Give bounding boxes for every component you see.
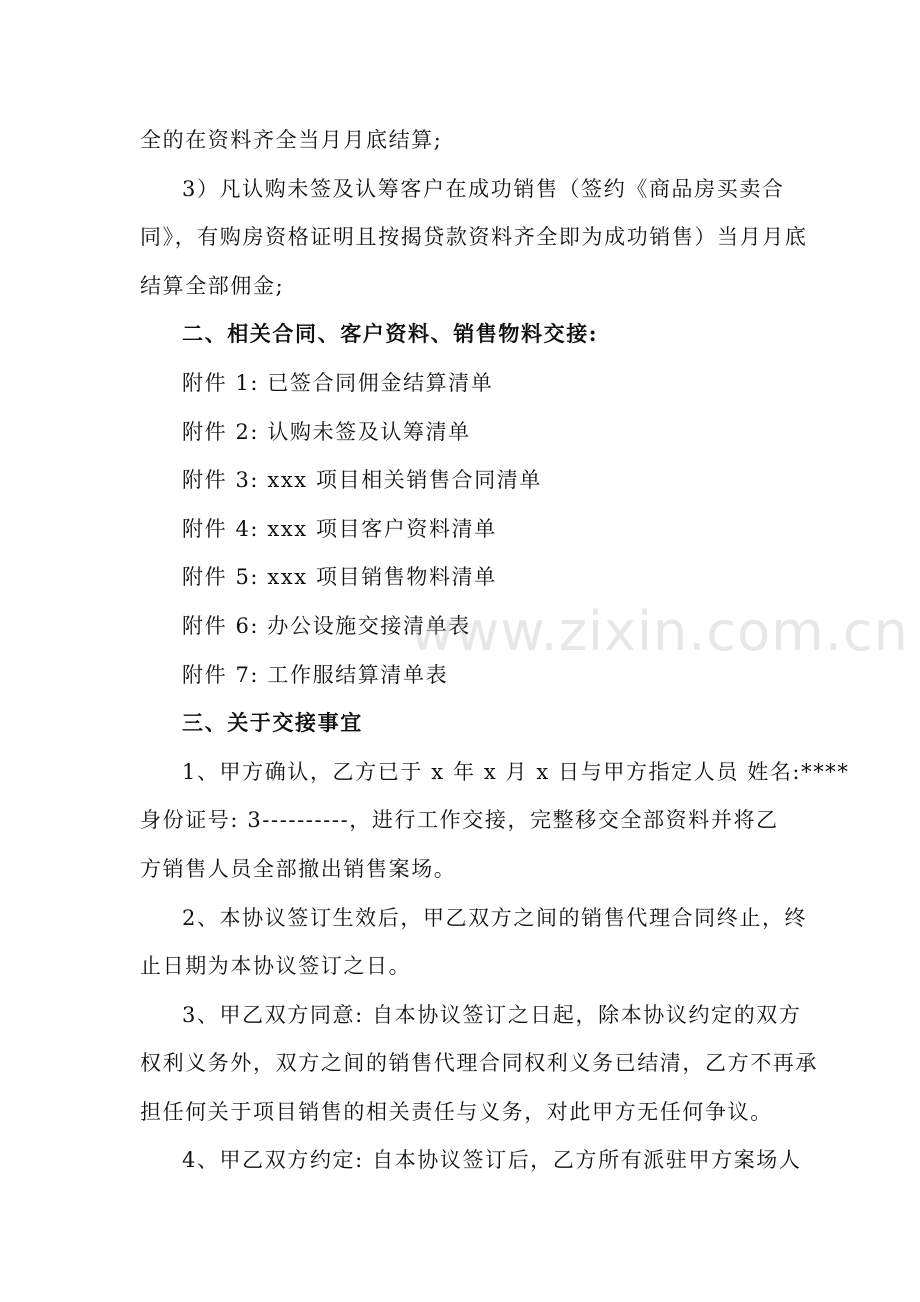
clause-3-line-1: 3、甲乙双方同意: 自本协议签订之日起，除本协议约定的双方 — [182, 1002, 802, 1027]
text-line-3: 同》，有购房资格证明且按揭贷款资料齐全即为成功销售）当月月底 — [140, 225, 808, 250]
attachment-6: 附件 6: 办公设施交接清单表 — [182, 613, 471, 638]
clause-1-line-3: 方销售人员全部撤出销售案场。 — [140, 856, 457, 881]
attachment-7: 附件 7: 工作服结算清单表 — [182, 662, 449, 687]
clause-3-line-2: 权利义务外，双方之间的销售代理合同权利义务已结清，乙方不再承 — [140, 1051, 818, 1076]
section-heading-2: 二、相关合同、客户资料、销售物料交接: — [182, 321, 599, 347]
watermark-text: www.zixin.com.cn — [410, 600, 909, 663]
clause-3-line-3: 担任何关于项目销售的相关责任与义务，对此甲方无任何争议。 — [140, 1099, 773, 1124]
attachment-3: 附件 3: xxx 项目相关销售合同清单 — [182, 468, 542, 493]
clause-1-line-1: 1、甲方确认，乙方已于 x 年 x 月 x 日与甲方指定人员 姓名:**** — [182, 759, 850, 784]
clause-2-line-1: 2、本协议签订生效后，甲乙双方之间的销售代理合同终止，终 — [182, 905, 808, 930]
attachment-1: 附件 1: 已签合同佣金结算清单 — [182, 370, 494, 395]
section-heading-3: 三、关于交接事宜 — [182, 710, 363, 736]
text-line-4: 结算全部佣金; — [140, 273, 285, 298]
attachment-4: 附件 4: xxx 项目客户资料清单 — [182, 516, 497, 541]
clause-2-line-2: 止日期为本协议签订之日。 — [140, 954, 412, 979]
clause-4-line-1: 4、甲乙双方约定: 自本协议签订后，乙方所有派驻甲方案场人 — [182, 1148, 802, 1173]
attachment-5: 附件 5: xxx 项目销售物料清单 — [182, 565, 497, 590]
text-line-1: 全的在资料齐全当月月底结算; — [140, 128, 443, 152]
text-line-2: 3）凡认购未签及认筹客户在成功销售（签约《商品房买卖合 — [182, 176, 785, 201]
attachment-2: 附件 2: 认购未签及认筹清单 — [182, 419, 471, 444]
clause-1-line-2: 身份证号: 3----------，进行工作交接，完整移交全部资料并将乙 — [140, 808, 779, 833]
